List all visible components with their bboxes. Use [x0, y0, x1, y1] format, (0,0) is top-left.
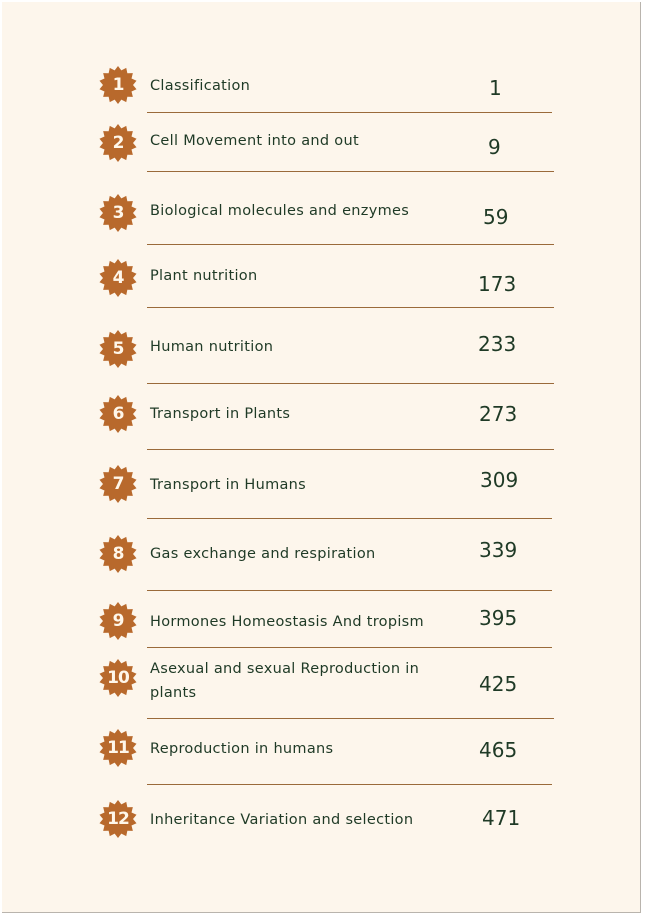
chapter-title[interactable]: Reproduction in humans [150, 741, 334, 757]
chapter-title[interactable]: Classification [150, 78, 251, 94]
chapter-number-badge [99, 602, 137, 640]
entry-divider [147, 647, 552, 648]
chapter-number-badge [99, 194, 137, 232]
chapter-number: 1 [112, 75, 124, 95]
chapter-number: 10 [107, 668, 129, 688]
chapter-page-number: 273 [479, 402, 518, 426]
chapter-page-number: 173 [478, 272, 517, 296]
chapter-number: 7 [112, 474, 124, 494]
chapter-title[interactable]: Plant nutrition [150, 268, 258, 284]
entry-divider [147, 244, 554, 245]
chapter-number: 6 [112, 404, 124, 424]
chapter-number-badge [99, 124, 137, 162]
chapter-page-number: 233 [478, 332, 517, 356]
chapter-page-number: 309 [480, 468, 519, 492]
chapter-title[interactable]: Biological molecules and enzymes [150, 203, 410, 219]
chapter-title[interactable]: Transport in Humans [150, 477, 307, 493]
chapter-number: 12 [107, 809, 129, 829]
chapter-number-badge [99, 800, 137, 838]
chapter-title[interactable]: Inheritance Variation and selection [150, 812, 414, 828]
chapter-number-badge [99, 259, 137, 297]
chapter-number: 3 [112, 203, 124, 223]
chapter-number: 9 [112, 611, 124, 631]
chapter-page-number: 9 [488, 135, 501, 159]
chapter-number-badge [99, 330, 137, 368]
chapter-page-number: 59 [483, 205, 509, 229]
chapter-page-number: 425 [479, 672, 518, 696]
chapter-page-number: 1 [489, 76, 502, 100]
entry-divider [147, 784, 552, 785]
chapter-title[interactable]: Hormones Homeostasis And tropism [150, 614, 424, 630]
entry-divider [147, 171, 554, 172]
chapter-number-badge [99, 729, 137, 767]
chapter-number: 2 [112, 133, 124, 153]
chapter-number-badge [99, 465, 137, 503]
chapter-number-badge [99, 659, 137, 697]
chapter-number: 8 [112, 544, 124, 564]
entry-divider [147, 383, 554, 384]
chapter-page-number: 339 [479, 538, 518, 562]
entry-divider [147, 449, 554, 450]
entry-divider [147, 518, 552, 519]
chapter-number-badge [99, 535, 137, 573]
chapter-page-number: 471 [482, 806, 521, 830]
chapter-title[interactable]: Asexual and sexual Reproduction in plants [150, 661, 420, 701]
chapter-number: 4 [112, 268, 124, 288]
chapter-number: 11 [107, 738, 129, 758]
entry-divider [147, 718, 554, 719]
chapter-title[interactable]: Transport in Plants [150, 406, 291, 422]
entry-divider [147, 112, 552, 113]
chapter-title[interactable]: Cell Movement into and out [150, 133, 359, 149]
chapter-number-badge [99, 66, 137, 104]
chapter-number: 5 [112, 339, 124, 359]
chapter-page-number: 395 [479, 606, 518, 630]
chapter-page-number: 465 [479, 738, 518, 762]
chapter-title[interactable]: Gas exchange and respiration [150, 546, 376, 562]
entry-divider [147, 590, 552, 591]
entry-divider [147, 307, 554, 308]
chapter-title[interactable]: Human nutrition [150, 339, 274, 355]
toc-page [2, 2, 641, 913]
chapter-number-badge [99, 395, 137, 433]
